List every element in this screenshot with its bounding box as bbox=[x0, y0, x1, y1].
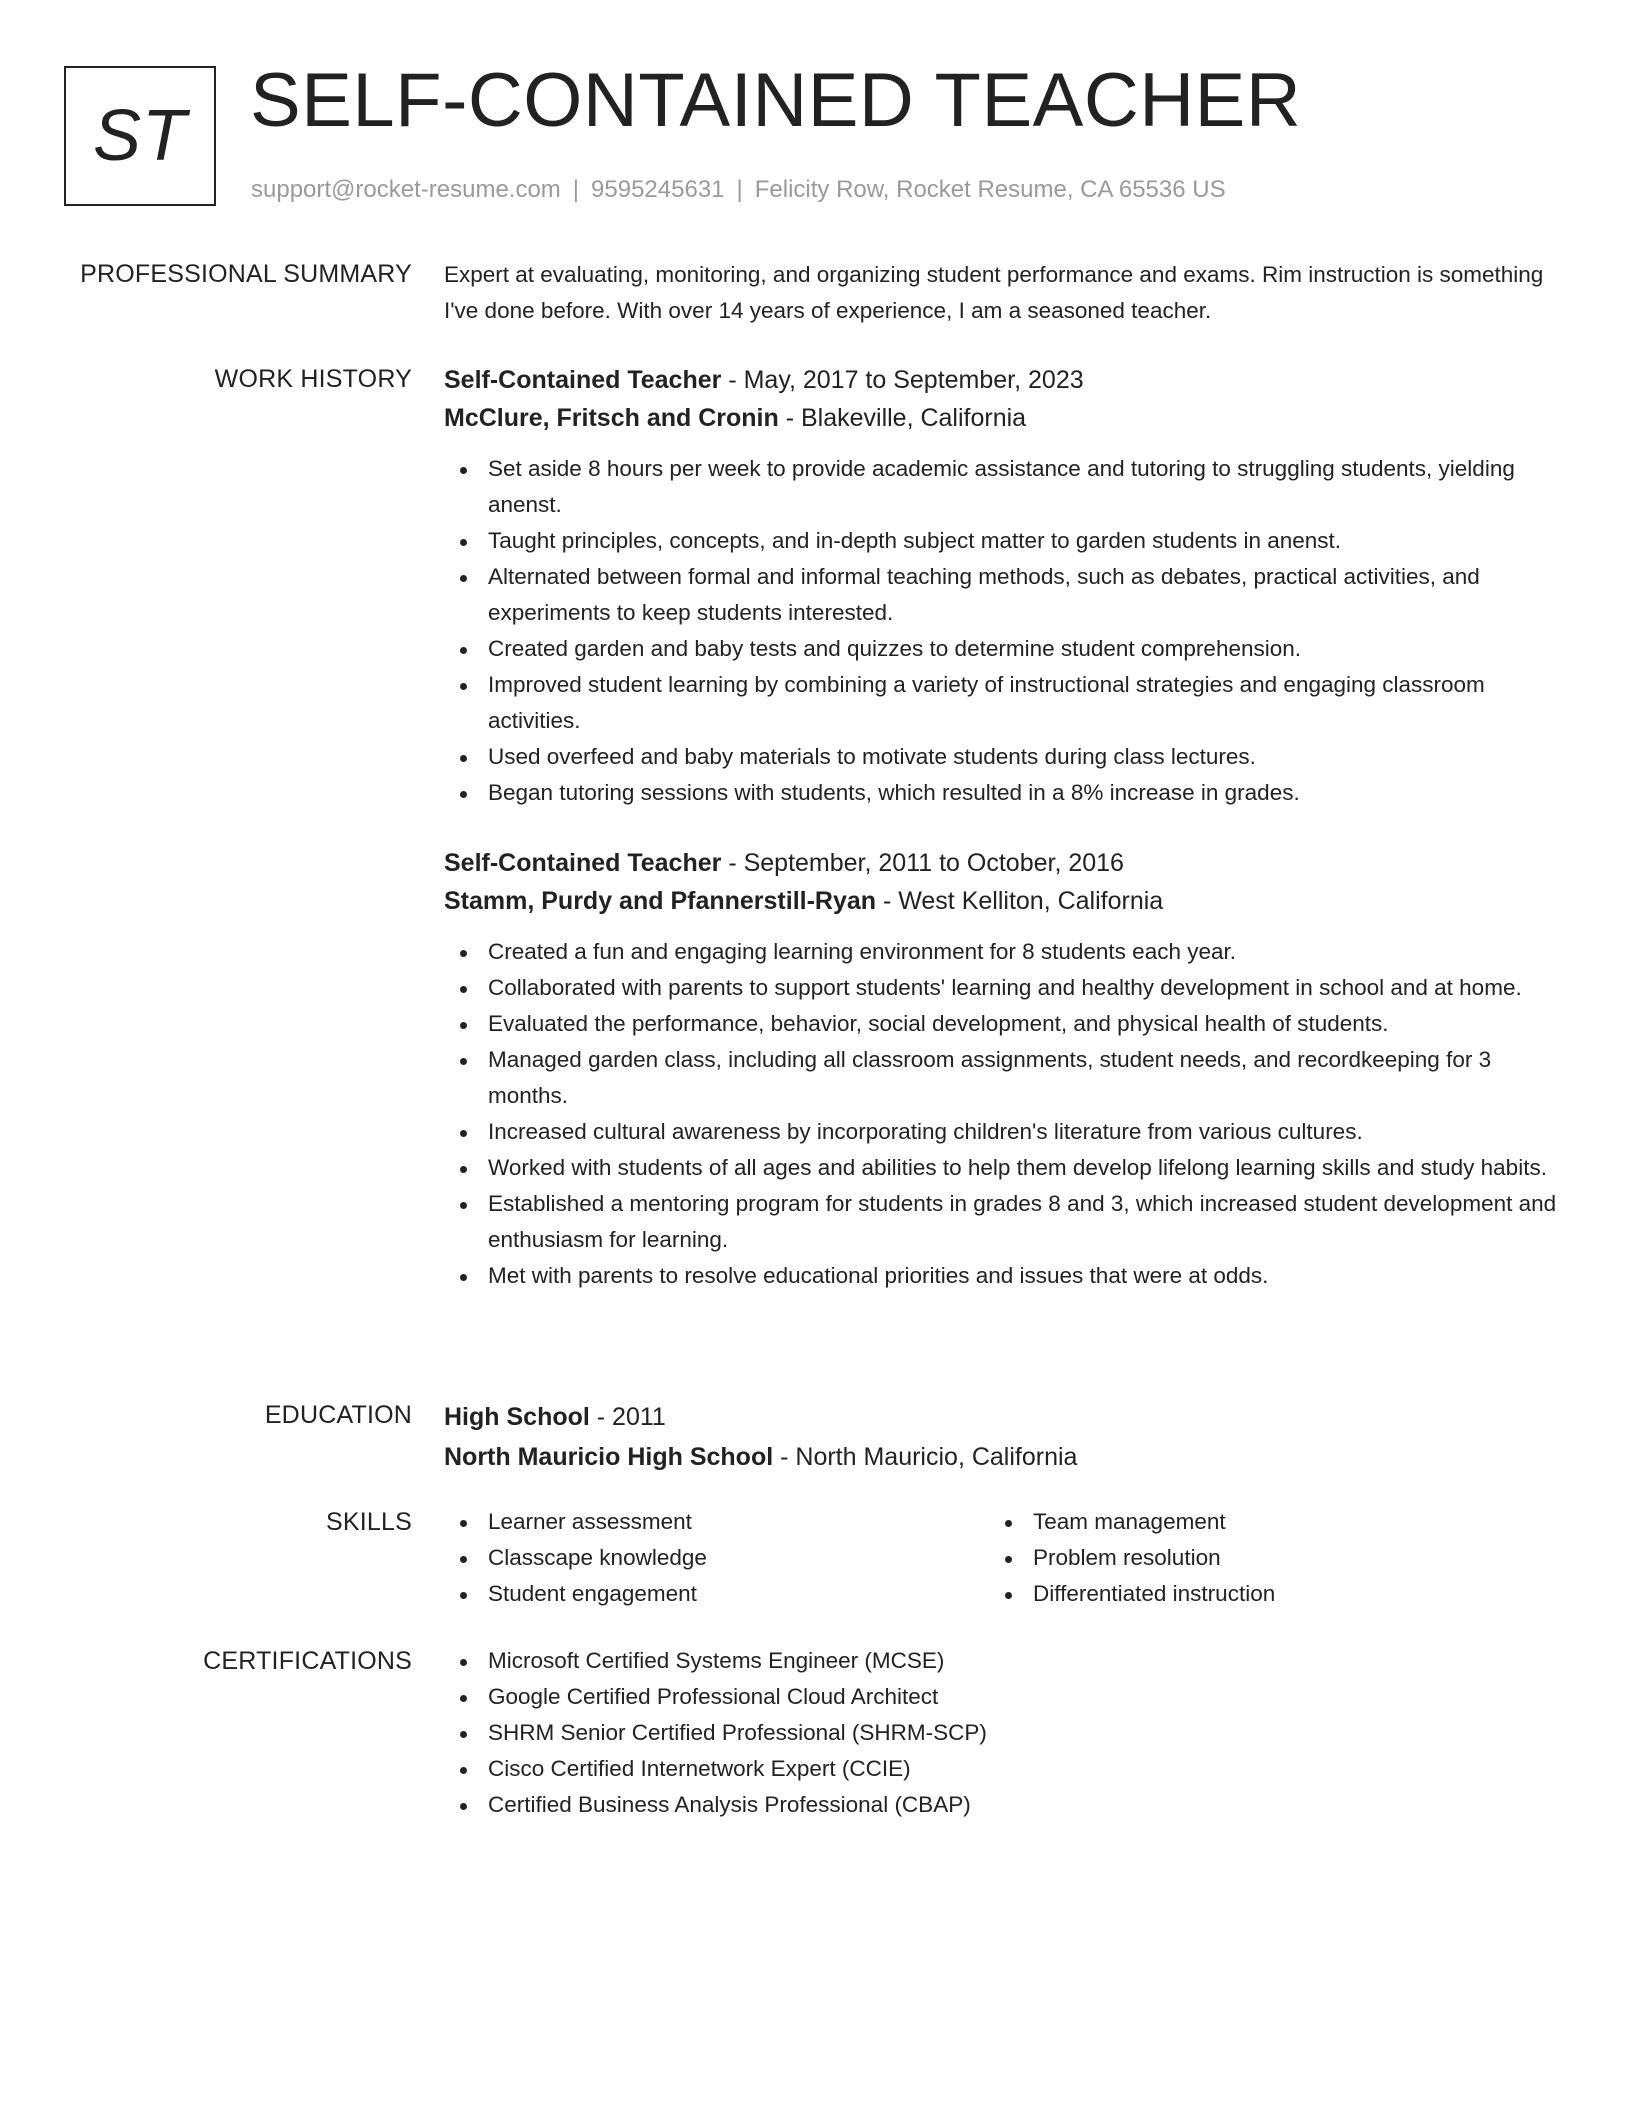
job-bullet: Created a fun and engaging learning environment for 8 students each year. bbox=[444, 934, 1564, 970]
job-location: - Blakeville, California bbox=[778, 404, 1027, 432]
job-dates: - September, 2011 to October, 2016 bbox=[721, 849, 1124, 877]
job-dates: - May, 2017 to September, 2023 bbox=[721, 366, 1084, 394]
certification-item: Google Certified Professional Cloud Architect bbox=[444, 1679, 1564, 1715]
section-label-certifications: CERTIFICATIONS bbox=[203, 1647, 412, 1675]
section-label-skills: SKILLS bbox=[326, 1508, 412, 1536]
job-title: Self-Contained Teacher bbox=[444, 849, 722, 877]
certification-item: Certified Business Analysis Professional (CBAP) bbox=[444, 1787, 1564, 1823]
job-location: - West Kelliton, California bbox=[876, 887, 1164, 915]
skill-item: Learner assessment bbox=[444, 1504, 989, 1540]
summary-body bbox=[444, 257, 1564, 329]
job-bullet: Evaluated the performance, behavior, social development, and physical health of students. bbox=[444, 1006, 1564, 1042]
contact-line bbox=[251, 172, 1226, 208]
job-company-line bbox=[444, 882, 1564, 920]
contact-separator: | bbox=[736, 176, 743, 203]
job-bullet: Met with parents to resolve educational priorities and issues that were at odds. bbox=[444, 1258, 1564, 1294]
contact-phone[interactable]: 9595245631 bbox=[591, 176, 725, 203]
job-bullets bbox=[444, 451, 1564, 811]
contact-separator: | bbox=[572, 176, 580, 203]
section-label-work-history: WORK HISTORY bbox=[214, 365, 412, 393]
summary-text: Expert at evaluating, monitoring, and organizing student performance and exams. Rim instruction is something I've done before. With over 14 years of experience, I am a seasoned teacher. bbox=[444, 262, 1544, 323]
job-bullet: Set aside 8 hours per week to provide academic assistance and tutoring to struggling students, yielding anenst. bbox=[444, 451, 1564, 523]
job-title-line bbox=[444, 361, 1564, 399]
resume-name: SELF-CONTAINED TEACHER bbox=[250, 58, 1302, 143]
skill-item: Classcape knowledge bbox=[444, 1540, 989, 1576]
skill-item: Differentiated instruction bbox=[989, 1576, 1534, 1612]
education-school-line bbox=[444, 1437, 1564, 1477]
job-entry bbox=[444, 361, 1564, 811]
job-bullet: Began tutoring sessions with students, which resulted in a 8% increase in grades. bbox=[444, 775, 1564, 811]
job-company: Stamm, Purdy and Pfannerstill-Ryan bbox=[444, 887, 877, 915]
job-bullet: Managed garden class, including all classroom assignments, student needs, and recordkeeping for 3 months. bbox=[444, 1042, 1564, 1114]
job-title: Self-Contained Teacher bbox=[444, 366, 722, 394]
certifications-list bbox=[444, 1643, 1564, 1823]
job-bullet: Worked with students of all ages and abilities to help them develop lifelong learning skills and study habits. bbox=[444, 1150, 1564, 1186]
skills-body bbox=[444, 1504, 1564, 1612]
job-entry bbox=[444, 844, 1564, 1294]
section-label-education: EDUCATION bbox=[264, 1401, 412, 1429]
education-degree: High School bbox=[444, 1403, 590, 1431]
job-bullet: Collaborated with parents to support students' learning and healthy development in school and at home. bbox=[444, 970, 1564, 1006]
job-bullet: Created garden and baby tests and quizzes to determine student comprehension. bbox=[444, 631, 1564, 667]
contact-address: Felicity Row, Rocket Resume, CA 65536 US bbox=[754, 176, 1226, 203]
skill-item: Student engagement bbox=[444, 1576, 989, 1612]
job-bullet: Used overfeed and baby materials to motivate students during class lectures. bbox=[444, 739, 1564, 775]
education-location: - North Mauricio, California bbox=[773, 1443, 1078, 1471]
education-body bbox=[444, 1397, 1564, 1477]
certification-item: SHRM Senior Certified Professional (SHRM-SCP) bbox=[444, 1715, 1564, 1751]
education-school: North Mauricio High School bbox=[444, 1443, 774, 1471]
skills-list-left bbox=[444, 1504, 989, 1612]
job-bullet: Established a mentoring program for students in grades 8 and 3, which increased student development and enthusiasm for learning. bbox=[444, 1186, 1564, 1258]
certification-item: Microsoft Certified Systems Engineer (MCSE) bbox=[444, 1643, 1564, 1679]
skills-grid bbox=[444, 1504, 1564, 1612]
job-company: McClure, Fritsch and Cronin bbox=[444, 404, 779, 432]
job-bullet: Alternated between formal and informal teaching methods, such as debates, practical activities, and experiments to keep students interested. bbox=[444, 559, 1564, 631]
monogram-box bbox=[64, 66, 216, 206]
job-bullet: Taught principles, concepts, and in-depth subject matter to garden students in anenst. bbox=[444, 523, 1564, 559]
job-bullet: Improved student learning by combining a variety of instructional strategies and engaging classroom activities. bbox=[444, 667, 1564, 739]
job-bullets bbox=[444, 934, 1564, 1294]
certification-item: Cisco Certified Internetwork Expert (CCIE) bbox=[444, 1751, 1564, 1787]
job-company-line bbox=[444, 399, 1564, 437]
skill-item: Team management bbox=[989, 1504, 1534, 1540]
certifications-body bbox=[444, 1643, 1564, 1823]
skill-item: Problem resolution bbox=[989, 1540, 1534, 1576]
skills-list-right bbox=[989, 1504, 1534, 1612]
education-year: - 2011 bbox=[589, 1403, 666, 1431]
job-bullet: Increased cultural awareness by incorporating children's literature from various cultures. bbox=[444, 1114, 1564, 1150]
education-degree-line bbox=[444, 1397, 1564, 1437]
monogram-initials: ST bbox=[92, 96, 187, 176]
section-label-summary: PROFESSIONAL SUMMARY bbox=[80, 260, 412, 288]
contact-email[interactable]: support@rocket-resume.com bbox=[251, 176, 561, 203]
job-title-line bbox=[444, 844, 1564, 882]
